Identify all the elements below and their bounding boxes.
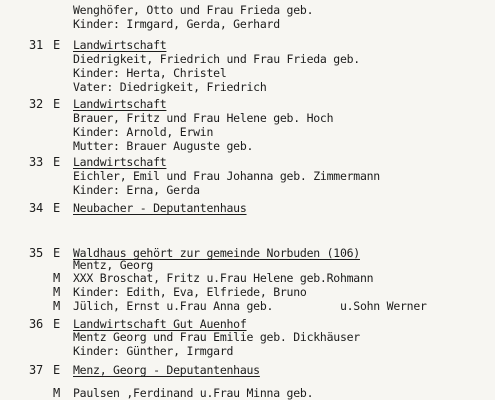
entry-line: Kinder: Herta, Christel: [73, 66, 227, 80]
entry-line: Mentz Georg und Frau Emilie geb. Dickhäuser: [73, 330, 360, 344]
entry-number: 36: [29, 317, 43, 331]
entry-marker: E: [53, 317, 60, 331]
entry-line: Kinder: Erna, Gerda: [73, 183, 200, 197]
entry-line: Wenghöfer, Otto und Frau Frieda geb.: [73, 3, 314, 17]
entry-number: 34: [29, 201, 43, 215]
entry-number: 37: [29, 363, 43, 377]
entry-marker: E: [53, 363, 60, 377]
entry-line: Mentz, Georg: [73, 258, 154, 272]
entry-marker: E: [53, 201, 60, 215]
entry-heading: Landwirtschaft: [73, 38, 167, 52]
entry-marker: M: [53, 285, 60, 299]
entry-number: 31: [29, 38, 43, 52]
entry-line: Mutter: Brauer Auguste geb.: [73, 139, 254, 153]
entry-line: Diedrigkeit, Friedrich und Frau Frieda geb.: [73, 52, 360, 66]
entry-line: Kinder: Irmgard, Gerda, Gerhard: [73, 17, 280, 31]
entry-number: 32: [29, 97, 43, 111]
entry-line: Brauer, Fritz und Frau Helene geb. Hoch: [73, 111, 334, 125]
entry-number: 33: [29, 155, 43, 169]
entry-heading: Menz, Georg - Deputantenhaus: [73, 363, 260, 377]
entry-heading: Landwirtschaft: [73, 155, 167, 169]
entry-heading: Neubacher - Deputantenhaus: [73, 201, 247, 215]
entry-line: Kinder: Edith, Eva, Elfriede, Bruno: [73, 285, 307, 299]
entry-marker: E: [53, 97, 60, 111]
entry-line: Vater: Diedrigkeit, Friedrich: [73, 80, 267, 94]
entry-line: Paulsen ,Ferdinand u.Frau Minna geb.: [73, 386, 314, 400]
entry-heading: Landwirtschaft Gut Auenhof: [73, 317, 247, 331]
entry-marker: E: [53, 38, 60, 52]
entry-heading: Waldhaus gehört zur gemeinde Norbuden (106): [73, 246, 360, 260]
entry-line: XXX Broschat, Fritz u.Frau Helene geb.Rohmann: [73, 271, 374, 285]
entry-marker: E: [53, 155, 60, 169]
entry-heading: Landwirtschaft: [73, 97, 167, 111]
entry-line: Kinder: Arnold, Erwin: [73, 125, 214, 139]
entry-marker: M: [53, 386, 60, 400]
entry-line: Eichler, Emil und Frau Johanna geb. Zimmermann: [73, 169, 380, 183]
entry-marker: M: [53, 299, 60, 313]
entry-marker: M: [53, 271, 60, 285]
entry-line: Kinder: Günther, Irmgard: [73, 344, 234, 358]
entry-marker: E: [53, 246, 60, 260]
entry-line: Jülich, Ernst u.Frau Anna geb. u.Sohn Werner: [73, 299, 427, 313]
entry-number: 35: [29, 246, 43, 260]
